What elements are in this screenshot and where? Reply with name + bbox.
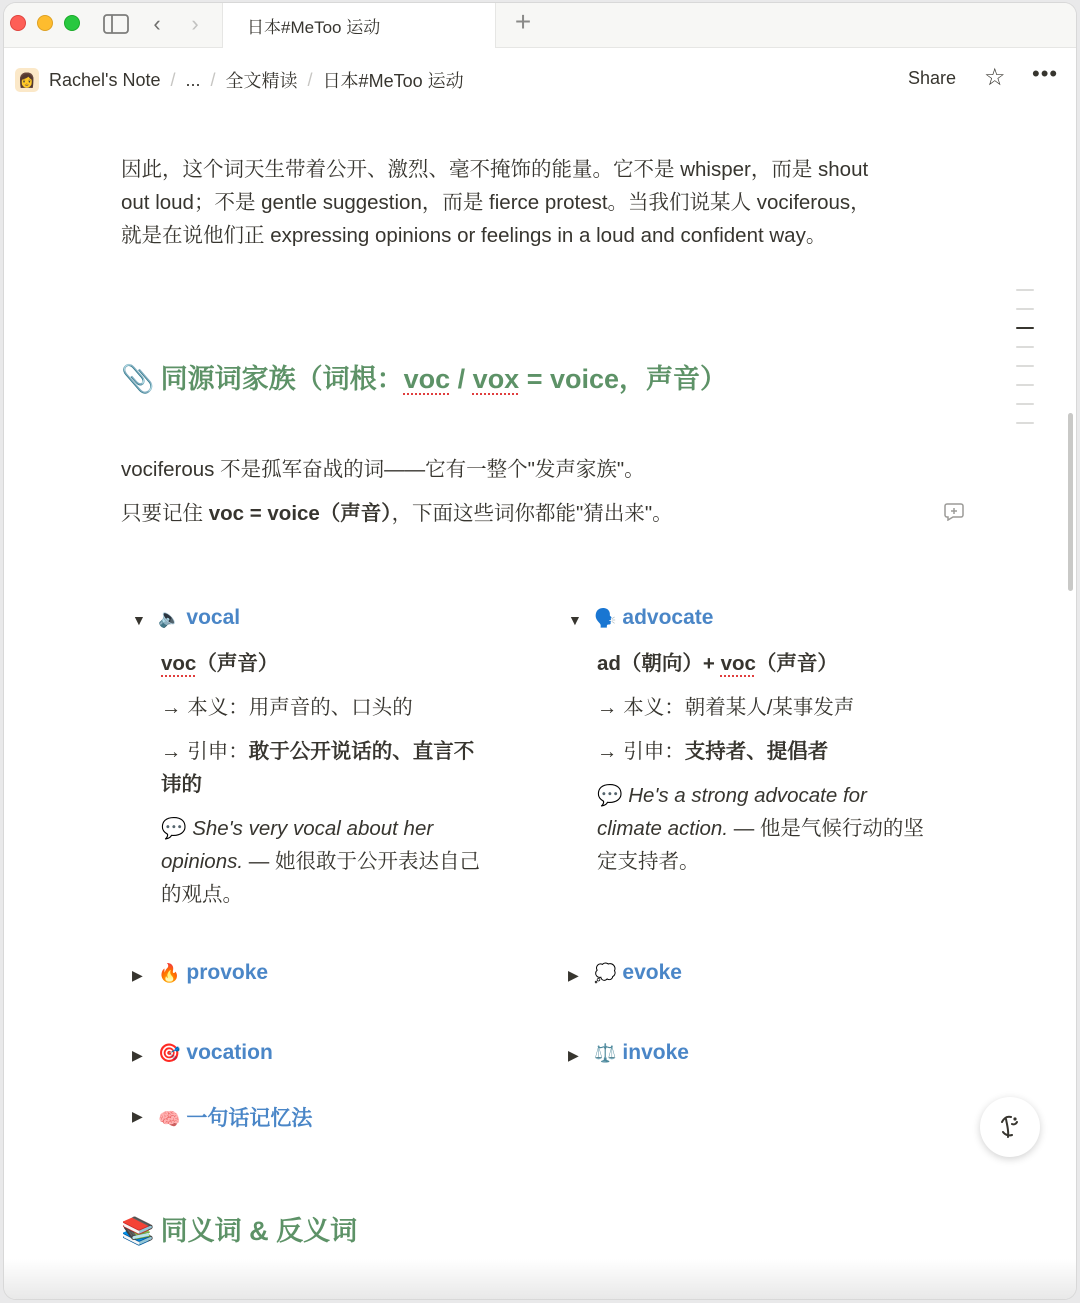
toggle-advocate-label: advocate bbox=[622, 606, 714, 629]
tab-title: 日本#MeToo 运动 bbox=[247, 18, 381, 37]
toc-marker[interactable] bbox=[1016, 384, 1034, 386]
heading-prefix: 同源词家族（词根： bbox=[160, 364, 404, 394]
breadcrumb-parent[interactable]: 全文精读 bbox=[225, 71, 298, 91]
toggle-memory-tip-title[interactable] bbox=[158, 1102, 312, 1132]
heading-suffix: = voice，声音） bbox=[519, 364, 728, 394]
close-window-button[interactable] bbox=[10, 15, 26, 31]
speech-bubble-icon: 💬 bbox=[161, 817, 187, 840]
family-line-2-bold: voc = voice（声音） bbox=[208, 502, 392, 525]
speaking-head-icon: 🗣️ bbox=[594, 608, 617, 628]
heading-sep: / bbox=[450, 364, 473, 394]
brain-icon: 🧠 bbox=[158, 1109, 181, 1129]
table-of-contents-minimap[interactable] bbox=[1016, 289, 1036, 441]
assistant-face-icon bbox=[993, 1110, 1027, 1144]
heading-synonyms-text: 同义词 & 反义词 bbox=[160, 1216, 358, 1246]
heading-root-vox: vox bbox=[472, 364, 520, 394]
advocate-root-voc: voc bbox=[720, 652, 756, 675]
breadcrumb-workspace[interactable]: Rachel's Note bbox=[49, 69, 161, 90]
vocal-meaning-text: 用声音的、口头的 bbox=[248, 696, 413, 719]
minimize-window-button[interactable] bbox=[37, 15, 53, 31]
toc-marker[interactable] bbox=[1016, 422, 1034, 424]
toggle-evoke-title[interactable] bbox=[594, 961, 682, 985]
vocal-extended bbox=[161, 735, 491, 801]
advocate-root-meaning: （声音） bbox=[755, 652, 838, 675]
breadcrumb-separator: / bbox=[307, 69, 313, 90]
heading-word-family bbox=[121, 357, 727, 396]
toggle-open-triangle-icon[interactable]: ▼ bbox=[568, 612, 582, 628]
advocate-example bbox=[597, 779, 937, 878]
toc-marker-active[interactable] bbox=[1016, 327, 1034, 329]
vocal-example bbox=[161, 812, 491, 911]
toggle-vocal-label: vocal bbox=[186, 606, 241, 629]
advocate-root bbox=[597, 647, 937, 680]
assistant-button[interactable] bbox=[980, 1097, 1040, 1157]
toggle-closed-triangle-icon[interactable]: ▶ bbox=[132, 967, 143, 983]
breadcrumb-separator: / bbox=[170, 69, 176, 90]
favorite-star-icon[interactable]: ☆ bbox=[984, 64, 1006, 91]
heading-synonyms bbox=[121, 1209, 357, 1248]
vertical-scrollbar[interactable] bbox=[1068, 413, 1073, 591]
vocal-extended-text: 敢于公开说话的、直言不讳的 bbox=[161, 740, 475, 796]
toggle-invoke-label: invoke bbox=[622, 1041, 689, 1064]
toc-marker[interactable] bbox=[1016, 289, 1034, 291]
advocate-extended bbox=[597, 735, 937, 768]
app-window bbox=[4, 3, 1076, 1299]
advocate-example-cn: — 他是气候行动的坚定支持者。 bbox=[597, 817, 924, 873]
vocal-meaning-label: → 本义： bbox=[161, 696, 249, 719]
advocate-extended-label: → 引申： bbox=[597, 740, 685, 763]
toggle-evoke-label: evoke bbox=[622, 961, 682, 984]
paperclip-icon: 📎 bbox=[121, 364, 155, 394]
speech-bubble-icon: 💬 bbox=[597, 784, 623, 807]
family-line-1: vociferous 不是孤军奋战的词——它有一整个"发声家族"。 bbox=[121, 458, 645, 481]
books-icon: 📚 bbox=[121, 1216, 155, 1246]
sidebar-toggle-icon[interactable] bbox=[102, 11, 130, 37]
breadcrumb-ellipsis[interactable]: ... bbox=[185, 69, 201, 90]
toggle-vocal-body bbox=[161, 647, 491, 922]
toggle-vocation-label: vocation bbox=[186, 1041, 273, 1064]
vocal-root-meaning: （声音） bbox=[196, 652, 279, 675]
toggle-provoke-label: provoke bbox=[186, 961, 269, 984]
toc-marker[interactable] bbox=[1016, 308, 1034, 310]
toggle-closed-triangle-icon[interactable]: ▶ bbox=[568, 1047, 579, 1063]
toggle-memory-tip-label: 一句话记忆法 bbox=[186, 1107, 313, 1130]
breadcrumb-separator: / bbox=[210, 69, 216, 90]
breadcrumb-current[interactable]: 日本#MeToo 运动 bbox=[322, 71, 464, 91]
heading-root-voc: voc bbox=[403, 364, 451, 394]
advocate-root-prefix: ad（朝向）+ bbox=[597, 652, 721, 675]
toggle-advocate-body bbox=[597, 647, 937, 889]
page-content bbox=[4, 109, 1076, 1299]
toggle-closed-triangle-icon[interactable]: ▶ bbox=[132, 1108, 143, 1124]
bottom-fade bbox=[4, 1259, 1076, 1299]
toggle-closed-triangle-icon[interactable]: ▶ bbox=[132, 1047, 143, 1063]
balance-scale-icon: ⚖️ bbox=[594, 1043, 617, 1063]
vocal-meaning bbox=[161, 691, 491, 724]
vocal-example-cn: — 她很敢于公开表达自己的观点。 bbox=[161, 850, 480, 906]
toggle-vocation-title[interactable] bbox=[158, 1041, 273, 1065]
toc-marker[interactable] bbox=[1016, 403, 1034, 405]
tab-active[interactable] bbox=[222, 3, 496, 48]
toggle-open-triangle-icon[interactable]: ▼ bbox=[132, 612, 146, 628]
forward-arrow-icon[interactable]: › bbox=[191, 11, 199, 36]
family-line-2-suffix: ，下面这些词你都能"猜出来"。 bbox=[391, 502, 673, 525]
target-icon: 🎯 bbox=[158, 1043, 181, 1063]
toc-marker[interactable] bbox=[1016, 346, 1034, 348]
vocal-extended-label: → 引申： bbox=[161, 740, 249, 763]
share-button[interactable]: Share bbox=[908, 68, 957, 88]
back-arrow-icon[interactable]: ‹ bbox=[153, 11, 161, 36]
new-tab-plus-icon[interactable]: + bbox=[514, 6, 532, 37]
toggle-provoke-title[interactable] bbox=[158, 961, 268, 985]
advocate-meaning-label: → 本义： bbox=[597, 696, 685, 719]
advocate-example-en: He's a strong advocate for climate action. bbox=[597, 784, 867, 840]
advocate-meaning bbox=[597, 691, 937, 724]
toggle-closed-triangle-icon[interactable]: ▶ bbox=[568, 967, 579, 983]
maximize-window-button[interactable] bbox=[64, 15, 80, 31]
family-line-2-prefix: 只要记住 bbox=[121, 502, 209, 525]
more-options-icon[interactable]: ••• bbox=[1032, 61, 1059, 86]
toc-marker[interactable] bbox=[1016, 365, 1034, 367]
toggle-invoke-title[interactable] bbox=[594, 1041, 689, 1065]
add-comment-icon[interactable] bbox=[944, 503, 964, 521]
top-navigation bbox=[4, 49, 1076, 109]
speaker-icon: 🔈 bbox=[158, 608, 181, 628]
family-line-2 bbox=[121, 497, 891, 530]
fire-icon: 🔥 bbox=[158, 963, 181, 983]
advocate-extended-text: 支持者、提倡者 bbox=[684, 740, 829, 763]
workspace-avatar-icon[interactable]: 👩 bbox=[15, 68, 39, 92]
vocal-root bbox=[161, 647, 491, 680]
thought-bubble-icon: 💭 bbox=[594, 963, 617, 983]
tab-bar bbox=[4, 3, 1076, 48]
advocate-meaning-text: 朝着某人/某事发声 bbox=[684, 696, 855, 719]
toggle-advocate-title[interactable] bbox=[594, 606, 713, 630]
toggle-vocal-title[interactable] bbox=[158, 606, 240, 630]
vocal-root-voc: voc bbox=[161, 652, 197, 675]
breadcrumb bbox=[49, 67, 464, 93]
intro-paragraph: 因此，这个词天生带着公开、激烈、毫不掩饰的能量。它不是 whisper，而是 shout out loud；不是 gentle suggestion，而是 fierce protest。当我们说某人 vociferous，就是在说他们正 expressing opinions or feelings in a loud and confident way。 bbox=[121, 158, 871, 247]
vocal-example-en: She's very vocal about her opinions. bbox=[161, 817, 434, 873]
